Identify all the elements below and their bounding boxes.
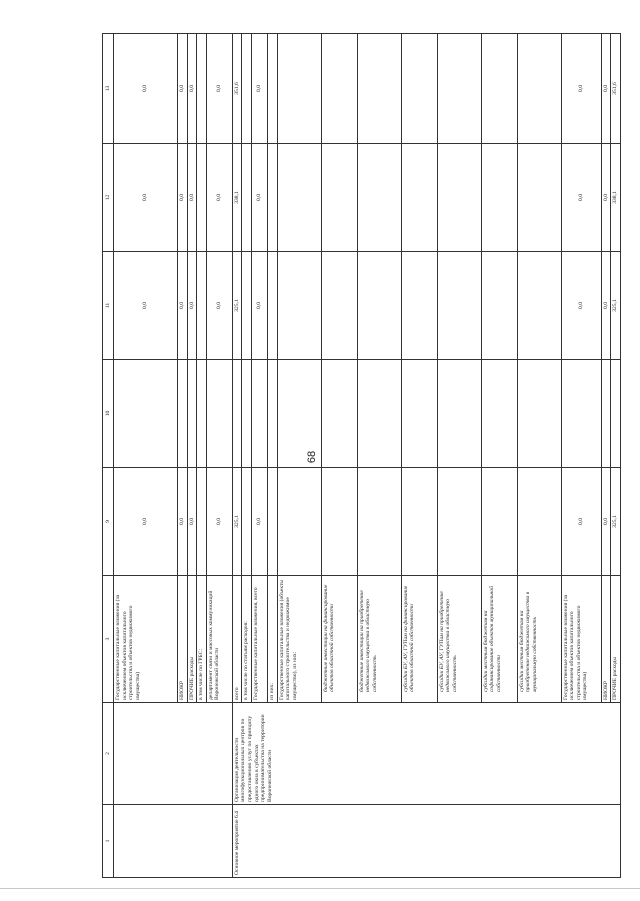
cell-empty — [401, 144, 437, 252]
cell-empty — [517, 252, 561, 360]
cell-value: 0,0 — [206, 252, 232, 360]
page-number: 68 — [306, 450, 318, 464]
cell-value: 0,0 — [251, 468, 267, 576]
cell-empty — [242, 360, 252, 468]
cell-empty — [267, 144, 277, 252]
cell-value: 0,0 — [601, 252, 611, 360]
cell-value: 0,0 — [187, 144, 197, 252]
cell-empty — [197, 360, 207, 468]
cell-empty — [517, 144, 561, 252]
cell-empty — [357, 34, 401, 144]
cell-value: 0,0 — [187, 252, 197, 360]
cell-empty — [481, 468, 517, 576]
cell-empty — [277, 34, 321, 144]
row-label: всего — [232, 576, 242, 703]
cell-empty — [242, 252, 252, 360]
cell-empty — [277, 468, 321, 576]
cell-empty — [277, 144, 321, 252]
cell-value: 0,0 — [601, 144, 611, 252]
cell-empty — [114, 703, 233, 805]
cell-empty — [197, 144, 207, 252]
cell-empty — [357, 144, 401, 252]
table-container — [102, 34, 619, 878]
cell-value: 0,0 — [114, 468, 178, 576]
cell-value: 0,0 — [601, 468, 611, 576]
cell-empty — [277, 252, 321, 360]
rotated-table-frame — [102, 34, 619, 878]
cell-value: 0,0 — [561, 468, 601, 576]
cell-value: 351,6 — [611, 34, 621, 144]
cell-value: 0,0 — [187, 34, 197, 144]
row-label: в том числе по ГРБС: — [197, 576, 207, 703]
row-label: в том числе по статьям расходов: — [242, 576, 252, 703]
cell-empty — [242, 144, 252, 252]
col-header-11: 11 — [103, 252, 114, 360]
cell-empty — [178, 360, 188, 468]
cell-empty — [277, 360, 321, 468]
cell-value: 338,1 — [232, 144, 242, 252]
cell-empty — [357, 468, 401, 576]
cell-empty — [114, 805, 233, 878]
cell-value: 325,1 — [232, 468, 242, 576]
cell-empty — [267, 360, 277, 468]
cell-empty — [481, 360, 517, 468]
col-header-10: 10 — [103, 360, 114, 468]
cell-value: 0,0 — [206, 468, 232, 576]
cell-empty — [517, 468, 561, 576]
row-label: ПРОЧИЕ расходы — [187, 576, 197, 703]
row-label: Государственные капитальные вложения (за исключением объектов капитального строительства и объектов недвижимого имущества) — [561, 576, 601, 703]
cell-value: 0,0 — [178, 468, 188, 576]
row-label: департамент связи и массовых коммуникаций Воронежской области — [206, 576, 232, 703]
cell-value: 0,0 — [251, 144, 267, 252]
cell-empty — [251, 360, 267, 468]
cell-empty — [437, 360, 481, 468]
cell-value: 0,0 — [251, 252, 267, 360]
cell-value: 0,0 — [601, 34, 611, 144]
cell-value: 0,0 — [178, 34, 188, 144]
header-row — [103, 34, 114, 878]
cell-empty — [197, 34, 207, 144]
cell-empty — [601, 360, 611, 468]
cell-empty — [401, 468, 437, 576]
cell-empty — [321, 34, 357, 144]
row-label: из них: — [267, 576, 277, 703]
col-header-2: 2 — [103, 703, 114, 805]
cell-value: 0,0 — [178, 252, 188, 360]
cell-empty — [437, 468, 481, 576]
cell-empty — [357, 252, 401, 360]
cell-empty — [187, 360, 197, 468]
cell-empty — [481, 144, 517, 252]
cell-empty — [401, 360, 437, 468]
cell-empty — [242, 34, 252, 144]
row-label: субсидии местным бюджетам на приобретение недвижимого имущества в муниципальную собственность — [517, 576, 561, 703]
cell-empty — [437, 144, 481, 252]
cell-empty — [481, 34, 517, 144]
cell-value: 325,1 — [611, 468, 621, 576]
cell-empty — [321, 144, 357, 252]
cell-value: 0,0 — [187, 468, 197, 576]
cell-value: 0,0 — [178, 144, 188, 252]
col-header-1: 1 — [103, 805, 114, 878]
cell-empty — [321, 360, 357, 468]
table-row — [114, 34, 178, 878]
cell-empty — [197, 252, 207, 360]
cell-value: 0,0 — [561, 34, 601, 144]
measure-title: Организация деятельности многофункциональных центров по предоставлению услуг по принципу одного окна в субъектах предпринимательства на территории Воронежской области — [232, 703, 620, 805]
cell-empty — [267, 34, 277, 144]
row-label: Государственные капитальные вложения (за исключением объектов капитального строительства и объектов недвижимого имущества) — [114, 576, 178, 703]
cell-value: 325,1 — [232, 252, 242, 360]
row-label: бюджетные инвестиции на финансирование объектов областной собственности — [321, 576, 357, 703]
footer-divider — [0, 888, 640, 889]
cell-empty — [197, 468, 207, 576]
cell-empty — [321, 468, 357, 576]
col-header-13: 13 — [103, 34, 114, 144]
measure-code: Основное мероприятие 6.4 — [232, 805, 620, 878]
cell-empty — [114, 360, 178, 468]
cell-value: 0,0 — [206, 34, 232, 144]
cell-empty — [232, 360, 242, 468]
row-label: субсидии БУ, АУ, ГУПам на финансирование объектов областной собственности — [401, 576, 437, 703]
cell-value: 0,0 — [114, 34, 178, 144]
cell-empty — [517, 360, 561, 468]
cell-empty — [401, 34, 437, 144]
cell-empty — [437, 252, 481, 360]
row-label: НИОКР — [178, 576, 188, 703]
cell-value: 0,0 — [561, 252, 601, 360]
cell-value: 325,1 — [611, 252, 621, 360]
col-header-3: 3 — [103, 576, 114, 703]
row-label: ПРОЧИЕ расходы — [611, 576, 621, 703]
row-label: бюджетные инвестиции на приобретение недвижимого имущества в областную собственность — [357, 576, 401, 703]
cell-value: 338,1 — [611, 144, 621, 252]
row-label: Государственные капитальные вложения, всего — [251, 576, 267, 703]
cell-empty — [321, 252, 357, 360]
cell-empty — [357, 360, 401, 468]
cell-empty — [437, 34, 481, 144]
cell-empty — [561, 360, 601, 468]
cell-empty — [611, 360, 621, 468]
cell-value: 0,0 — [561, 144, 601, 252]
cell-empty — [267, 468, 277, 576]
row-label: Государственные капитальные вложения (объекты капитального строительства и недвижимое имущество), из них: — [277, 576, 321, 703]
col-header-9: 9 — [103, 468, 114, 576]
cell-empty — [267, 252, 277, 360]
table-row — [232, 34, 242, 878]
cell-empty — [242, 468, 252, 576]
row-label: субсидии БУ, АУ, ГУПам на приобретение недвижимого имущества в областную собственность — [437, 576, 481, 703]
col-header-12: 12 — [103, 144, 114, 252]
cell-value: 0,0 — [114, 252, 178, 360]
cell-empty — [517, 34, 561, 144]
cell-value: 0,0 — [206, 144, 232, 252]
row-label: субсидии местным бюджетам на софинансирование объектов муниципальной собственности — [481, 576, 517, 703]
row-label: НИОКР — [601, 576, 611, 703]
cell-empty — [206, 360, 232, 468]
cell-value: 0,0 — [114, 144, 178, 252]
cell-value: 0,0 — [251, 34, 267, 144]
cell-empty — [401, 252, 437, 360]
budget-table — [102, 33, 621, 878]
cell-empty — [481, 252, 517, 360]
cell-value: 351,6 — [232, 34, 242, 144]
